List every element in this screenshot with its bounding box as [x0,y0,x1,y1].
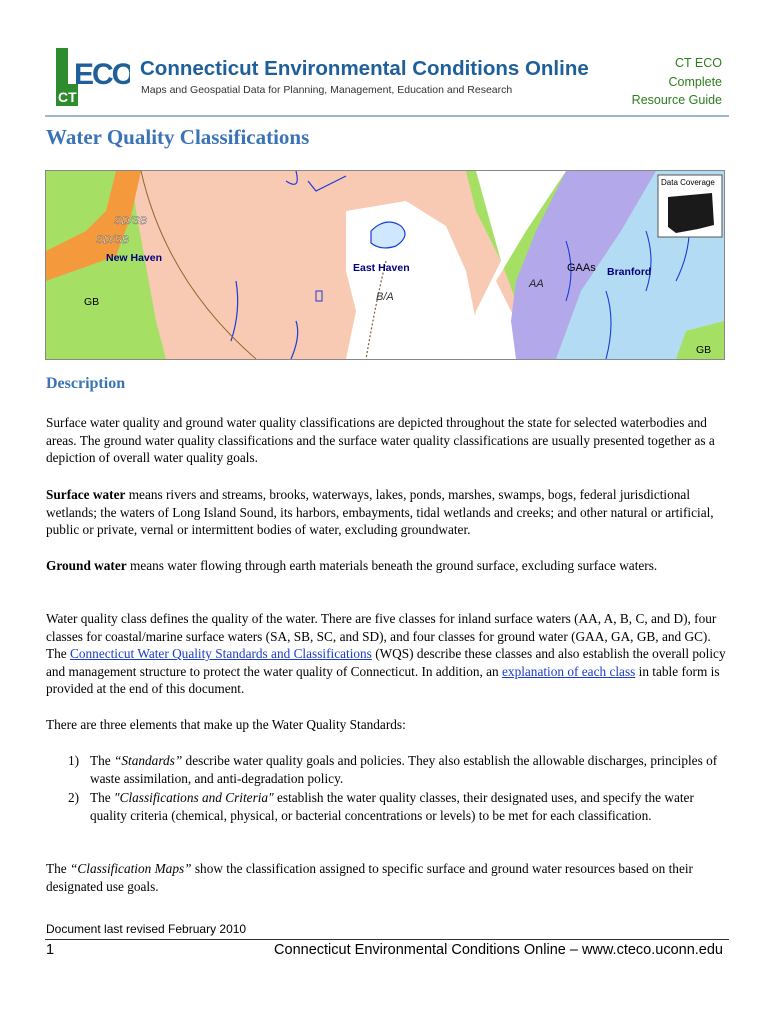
list-text-pre: The [90,753,114,768]
definition-text: means rivers and streams, brooks, waterways, lakes, ponds, marshes, swamps, bogs, federal jurisdictional wetlands; the waters of Long Island Sound, its harbors, embayments, tidal wetlands and creeks; and other natural or artificial, public or private, vernal or intermittent bodies of water, excluding groundwater. [46,487,714,538]
cteco-logo [52,44,130,110]
class-explanation-link[interactable]: explanation of each class [502,663,636,679]
list-number: 1) [68,753,80,768]
resource-line: Complete [668,74,722,89]
resource-guide-label [582,54,722,110]
org-title: Connecticut Environmental Conditions Online [140,57,589,80]
footer-divider [45,939,729,940]
classes-text: Water quality class defines the quality of the water. There are five classes for inland surface waters (AA, A, B, C, and D), four classes for coastal/marine surface waters (SA, SB, SC, and SD), and four classes for ground water (GAA, GA, GB, and GC). The [46,611,717,662]
term-ground-water: Ground water [46,558,127,573]
org-subtitle: Maps and Geospatial Data for Planning, Management, Education and Research [141,84,513,96]
map-label-aa: AA [529,278,544,290]
resource-line: CT ECO [675,56,722,70]
map-label-data-coverage: Data Coverage [661,178,715,187]
definition-text: means water flowing through earth materials beneath the ground surface, excluding surface waters. [126,558,658,573]
section-heading-description: Description [46,375,126,392]
resource-line: Resource Guide [631,93,722,107]
wqs-link[interactable]: Connecticut Water Quality Standards and Classifications [70,646,372,662]
revision-note: Document last revised February 2010 [46,922,247,936]
maps-text: The [46,861,70,876]
map-label-gb: GB [696,344,712,356]
paragraph-surface-water [46,486,726,539]
page-title: Water Quality Classifications [46,125,310,149]
footer-site: Connecticut Environmental Conditions Online – www.cteco.uconn.edu [274,942,723,958]
page-number: 1 [46,942,55,958]
list-text-italic: "Classifications and Criteria" [114,790,274,805]
list-text-pre: The [90,790,114,805]
map-label-branford: Branford [607,266,652,278]
map-label-sdsb: SD/SB [114,215,148,227]
list-text-post: describe water quality goals and policies. They also establish the allowable discharges, principles of waste assimilation, and anti-degradation policy. [90,753,718,786]
map-label-new-haven: New Haven [106,252,163,264]
term-surface-water: Surface water [46,487,126,502]
list-text [90,789,726,824]
list-text-italic: “Standards” [114,753,183,768]
classes-text: (WQS) describe these classes and also establish the overall policy and management structure to protect the water quality of Connecticut. In addition, an [46,646,726,679]
list-item [68,789,726,843]
map-label-gaas: GAAs [567,262,596,274]
paragraph-classification-maps [46,860,726,895]
svg-text:CT: CT [58,89,77,105]
list-text-post: establish the water quality classes, their designated uses, and specify the water quality criteria (chemical, physical, or bacterial concentrations or levels) to be met for each classification. [90,790,694,823]
list-item [68,752,726,788]
classes-text: in table form is provided at the end of this document. [46,663,720,697]
paragraph-classes [46,610,726,698]
map-label-sdsb: SD/SB [96,234,130,246]
map-label-east-haven: East Haven [353,262,410,274]
maps-text-italic: “Classification Maps” [70,861,192,876]
list-number: 2) [68,790,80,805]
svg-text:ECO: ECO [74,58,130,91]
header-divider [45,115,729,117]
paragraph-intro: Surface water quality and ground water quality classifications are depicted throughout the state for selected waterbodies and areas. The ground water quality classifications and the surface water quality classifications are usually presented together as a depiction of overall water quality goals. [46,415,715,466]
paragraph-elements: There are three elements that make up the Water Quality Standards: [46,717,406,732]
paragraph-ground-water [46,557,726,575]
map-label-ba: B/A [376,291,394,303]
maps-text: show the classification assigned to specific surface and ground water resources based on their designated use goals. [46,861,693,894]
map-label-gb: GB [84,296,100,308]
list-text [90,752,726,787]
classification-map [45,170,725,360]
